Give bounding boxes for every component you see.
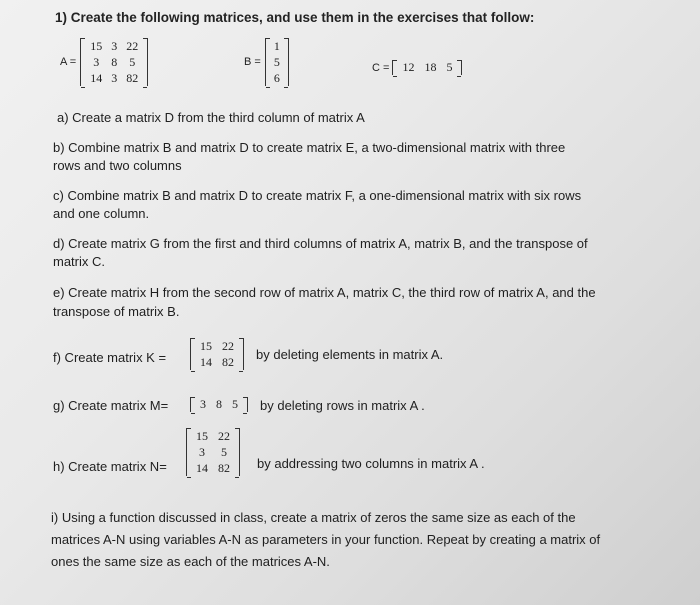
matrix-cell: 82	[218, 461, 230, 475]
matrix-a-label: A =	[60, 56, 77, 68]
item-g-suffix: by deleting rows in matrix A .	[260, 398, 425, 413]
matrix-cell: 18	[424, 60, 437, 74]
matrix-n	[186, 428, 240, 476]
item-i-line2: matrices A-N using variables A-N as parameters in your function. Repeat by creating a matrix of	[51, 532, 601, 547]
item-i-line1: i) Using a function discussed in class, create a matrix of zeros the same size as each of the	[51, 510, 576, 525]
matrix-cell: 3	[111, 71, 118, 85]
item-c-line1: c) Combine matrix B and matrix D to create matrix F, a one-dimensional matrix with six rows	[53, 188, 582, 203]
item-f-prefix: f) Create matrix K =	[53, 350, 167, 365]
matrix-cell: 5	[273, 55, 280, 69]
matrix-c-bracket	[392, 60, 462, 75]
item-b-line2: rows and two columns	[53, 158, 182, 173]
matrix-cell: 12	[402, 60, 415, 74]
matrix-cell: 3	[200, 397, 206, 411]
matrix-c	[372, 60, 462, 75]
matrix-a-bracket	[80, 38, 148, 86]
matrix-c-label: C =	[372, 62, 390, 74]
matrix-k	[190, 338, 244, 370]
matrix-cell: 22	[222, 339, 234, 353]
matrix-cell: 3	[111, 39, 118, 53]
matrix-cell: 8	[216, 397, 222, 411]
matrix-cell: 15	[196, 429, 208, 443]
matrix-cell: 5	[129, 55, 136, 69]
matrix-b-label: B =	[244, 56, 261, 68]
matrix-cell: 3	[93, 55, 100, 69]
problem-title: 1) Create the following matrices, and use them in the exercises that follow:	[55, 10, 535, 25]
matrix-m-bracket	[190, 397, 248, 412]
matrix-cell: 8	[111, 55, 118, 69]
matrix-cell: 5	[446, 60, 453, 74]
matrix-cell: 15	[90, 39, 103, 53]
matrix-cell: 14	[196, 461, 208, 475]
matrix-cell: 15	[200, 339, 212, 353]
matrix-cell: 22	[218, 429, 230, 443]
item-a: a) Create a matrix D from the third column of matrix A	[57, 110, 365, 125]
matrix-n-bracket	[186, 428, 240, 476]
matrix-cell: 5	[232, 397, 238, 411]
matrix-cell: 82	[126, 71, 139, 85]
item-e-line2: transpose of matrix B.	[53, 304, 180, 319]
item-e-line1: e) Create matrix H from the second row of matrix A, matrix C, the third row of matrix A, and the	[53, 285, 596, 300]
matrix-cell: 6	[273, 71, 280, 85]
matrix-cell: 22	[126, 39, 139, 53]
matrix-cell: 5	[221, 445, 227, 459]
matrix-k-bracket	[190, 338, 244, 370]
item-c-line2: and one column.	[53, 206, 150, 221]
item-b-line1: b) Combine matrix B and matrix D to create matrix E, a two-dimensional matrix with three	[53, 140, 566, 155]
matrix-cell: 1	[273, 39, 280, 53]
item-g-prefix: g) Create matrix M=	[53, 398, 169, 413]
item-h-suffix: by addressing two columns in matrix A .	[257, 456, 485, 471]
item-i-line3: ones the same size as each of the matrices A-N.	[51, 554, 330, 569]
matrix-cell: 82	[222, 355, 234, 369]
matrix-m	[190, 397, 248, 412]
matrix-cell: 3	[199, 445, 205, 459]
matrix-b	[244, 38, 289, 86]
item-f-suffix: by deleting elements in matrix A.	[256, 347, 444, 362]
matrix-cell: 14	[200, 355, 212, 369]
matrix-b-bracket	[265, 38, 289, 86]
matrix-cell: 14	[90, 71, 103, 85]
item-h-prefix: h) Create matrix N=	[53, 459, 167, 474]
matrix-a	[60, 38, 148, 86]
item-d-line1: d) Create matrix G from the first and third columns of matrix A, matrix B, and the transpose of	[53, 236, 588, 251]
item-d-line2: matrix C.	[53, 254, 105, 269]
